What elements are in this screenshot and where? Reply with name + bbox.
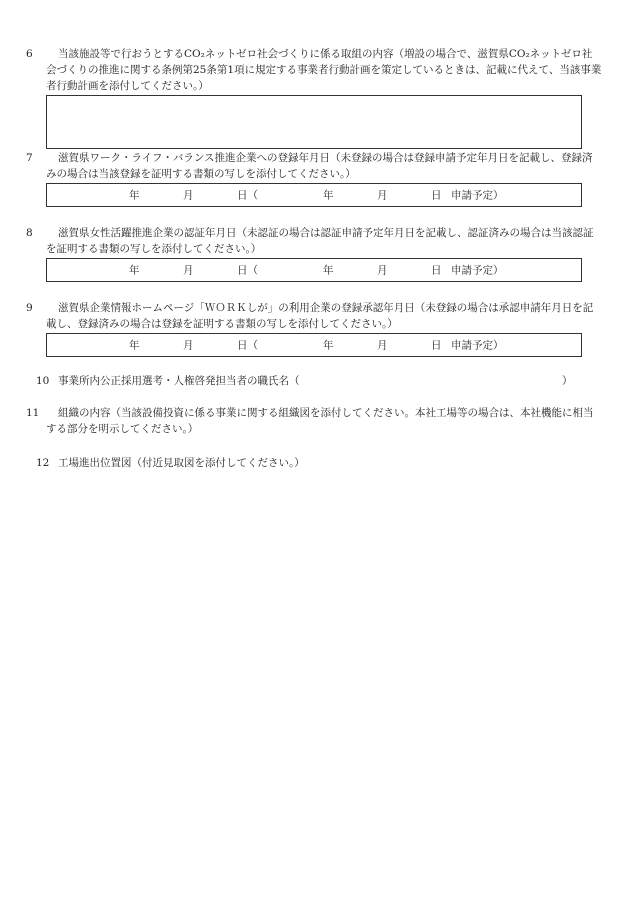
item-number: 8 bbox=[26, 227, 33, 239]
item-text: 滋賀県女性活躍推進企業の認証年月日（未認証の場合は認証申請予定年月日を記載し、認証済みの場合は当該認証を証明する書類の写しを添付してください。） bbox=[46, 227, 594, 255]
day-label: 日（ bbox=[237, 189, 258, 202]
planned-year-label: 年 bbox=[323, 264, 334, 277]
item-number: 6 bbox=[26, 48, 33, 60]
planned-label: 申請予定） bbox=[451, 189, 504, 202]
planned-month-label: 月 bbox=[377, 264, 388, 277]
planned-month-label: 月 bbox=[377, 189, 388, 202]
planned-day-label: 日 bbox=[431, 339, 442, 352]
date-row bbox=[47, 334, 581, 356]
item-text: 組織の内容（当該設備投資に係る事業に関する組織図を添付してください。本社工場等の場合は、本社機能に相当する部分を明示してください。） bbox=[46, 407, 594, 435]
year-label: 年 bbox=[129, 264, 140, 277]
day-label: 日（ bbox=[237, 339, 258, 352]
item-number: 11 bbox=[26, 407, 40, 419]
day-label: 日（ bbox=[237, 264, 258, 277]
item-9 bbox=[26, 300, 602, 332]
date-row bbox=[47, 184, 581, 206]
month-label: 月 bbox=[183, 339, 194, 352]
item-11 bbox=[26, 405, 602, 437]
closing-paren: ） bbox=[562, 375, 573, 387]
item-8-date-box[interactable] bbox=[46, 258, 582, 282]
item-7-date-box[interactable] bbox=[46, 183, 582, 207]
item-10 bbox=[36, 373, 592, 389]
month-label: 月 bbox=[183, 189, 194, 202]
item-number: 7 bbox=[26, 152, 33, 164]
item-6-entry-box[interactable] bbox=[46, 95, 582, 149]
planned-label: 申請予定） bbox=[451, 264, 504, 277]
item-12 bbox=[36, 455, 592, 471]
planned-year-label: 年 bbox=[323, 339, 334, 352]
planned-day-label: 日 bbox=[431, 264, 442, 277]
month-label: 月 bbox=[183, 264, 194, 277]
planned-label: 申請予定） bbox=[451, 339, 504, 352]
item-8 bbox=[26, 225, 602, 257]
date-row bbox=[47, 259, 581, 281]
planned-month-label: 月 bbox=[377, 339, 388, 352]
item-7 bbox=[26, 150, 602, 182]
year-label: 年 bbox=[129, 189, 140, 202]
year-label: 年 bbox=[129, 339, 140, 352]
item-9-date-box[interactable] bbox=[46, 333, 582, 357]
item-text: 滋賀県企業情報ホームページ「ＷＯＲＫしが」の利用企業の登録承認年月日（未登録の場合は承認申請年月日を記載し、登録済みの場合は登録を証明する書類の写しを添付してください。） bbox=[46, 302, 594, 330]
planned-day-label: 日 bbox=[431, 189, 442, 202]
item-text: 工場進出位置図（付近見取図を添付してください。） bbox=[58, 457, 305, 469]
item-text: 事業所内公正採用選考・人権啓発担当者の職氏名（ bbox=[58, 375, 300, 387]
item-number: 9 bbox=[26, 302, 33, 314]
item-text: 滋賀県ワーク・ライフ・バランス推進企業への登録年月日（未登録の場合は登録申請予定年月日を記載し、登録済みの場合は当該登録を証明する書類の写しを添付してください。） bbox=[46, 152, 593, 180]
item-6 bbox=[26, 46, 602, 94]
item-number: 12 bbox=[36, 457, 50, 469]
planned-year-label: 年 bbox=[323, 189, 334, 202]
item-text: 当該施設等で行おうとするCO₂ネットゼロ社会づくりに係る取組の内容（増設の場合で、滋賀県CO₂ネットゼロ社会づくりの推進に関する条例第25条第1項に規定する事業者行動計画を策定しているときは、記載に代えて、当該事業者行動計画を添付してください。） bbox=[46, 48, 602, 92]
item-number: 10 bbox=[36, 375, 50, 387]
